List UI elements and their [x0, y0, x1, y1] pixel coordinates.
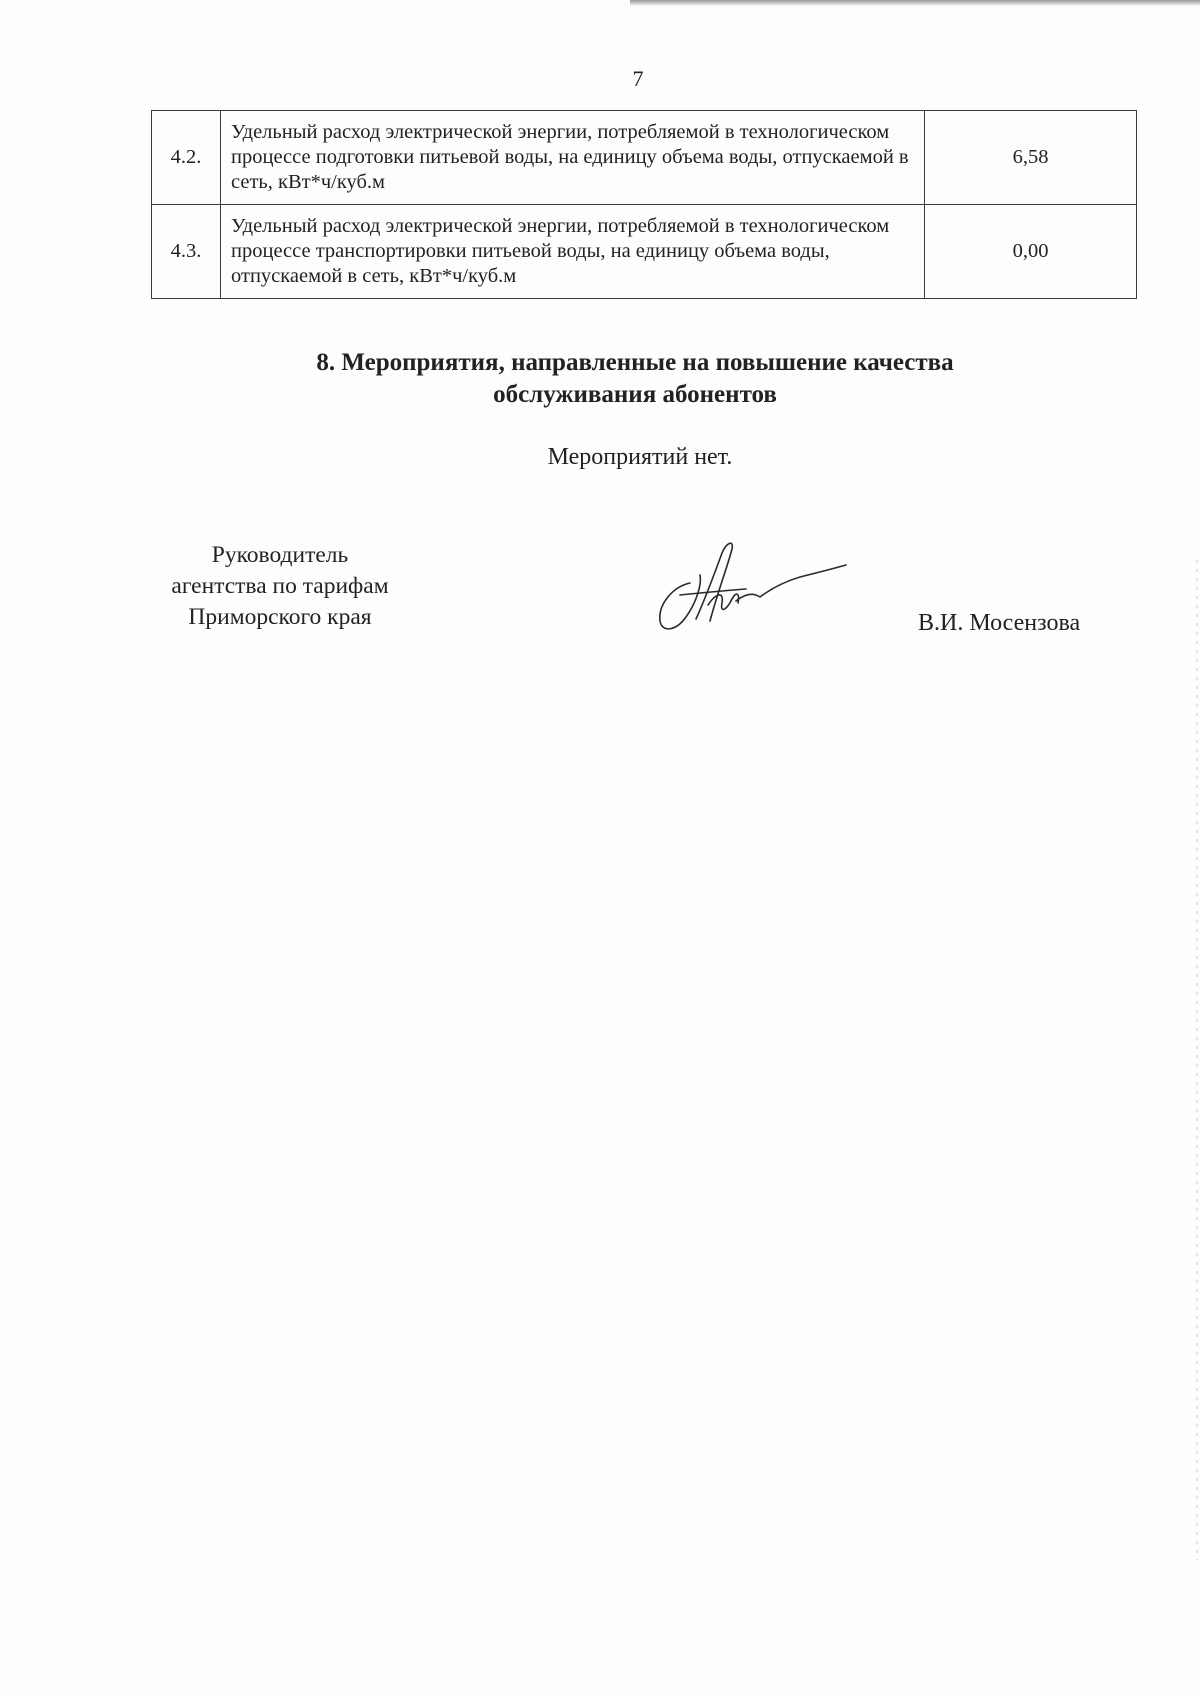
signatory-title-line-2: агентства по тарифам: [171, 573, 389, 599]
signatory-name: В.И. Мосензова: [918, 610, 1081, 636]
table-row: [152, 205, 1137, 299]
row-value: 0,00: [925, 205, 1137, 299]
section-title-line-2: обслуживания абонентов: [493, 381, 777, 408]
row-number: 4.3.: [152, 205, 221, 299]
row-value: 6,58: [925, 111, 1137, 205]
signatory-title-line-3: Приморского края: [188, 604, 372, 630]
row-description: Удельный расход электрической энергии, потребляемой в технологическом процессе подготовки питьевой воды, на единицу объема воды, отпускаемой в сеть, кВт*ч/куб.м: [221, 111, 925, 205]
scan-edge-left: [2, 600, 3, 1300]
scan-edge-right: [1196, 560, 1198, 1560]
page-number: 7: [632, 66, 644, 91]
scan-edge-top: [630, 0, 1200, 6]
section-body: Мероприятий нет.: [547, 444, 733, 470]
indicators-table: [151, 110, 1137, 299]
handwritten-signature: [650, 535, 850, 645]
signatory-title: [130, 540, 430, 633]
row-number: 4.2.: [152, 111, 221, 205]
signatory-title-line-1: Руководитель: [211, 542, 349, 568]
row-description: Удельный расход электрической энергии, потребляемой в технологическом процессе транспортировки питьевой воды, на единицу объема воды, отпускаемой в сеть, кВт*ч/куб.м: [221, 205, 925, 299]
section-title-line-1: 8. Мероприятия, направленные на повышение качества: [316, 349, 954, 376]
table-row: [152, 111, 1137, 205]
section-title: [190, 347, 1080, 411]
